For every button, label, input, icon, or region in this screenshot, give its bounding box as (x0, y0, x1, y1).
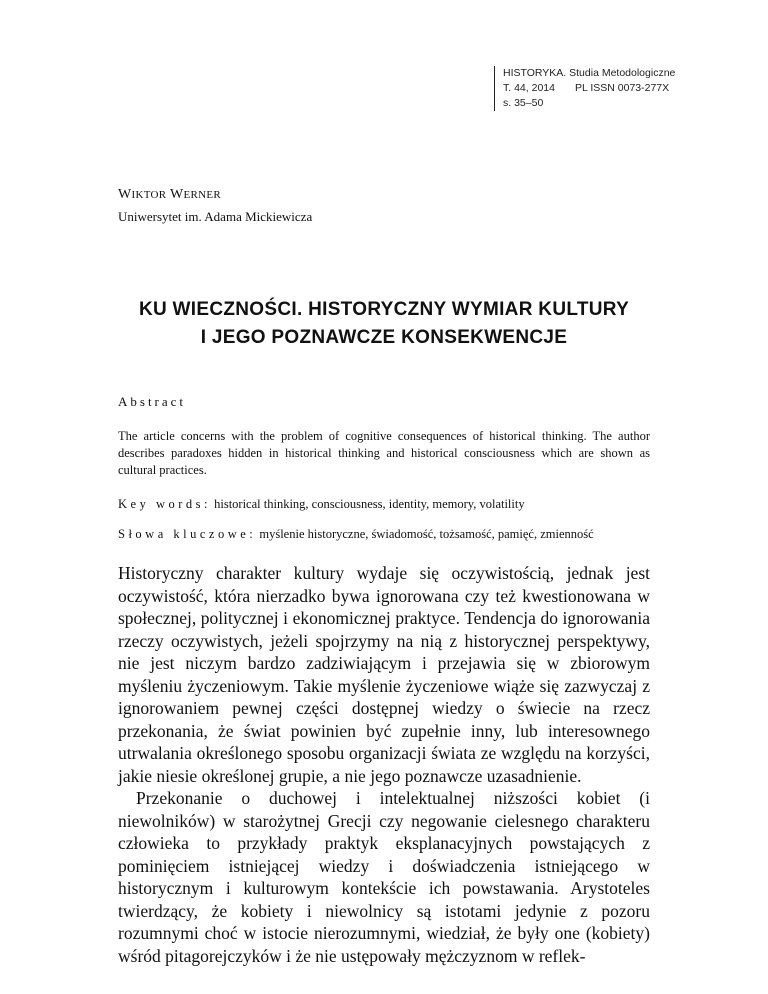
keywords-polish (118, 526, 678, 543)
author-name: WIKTOR WERNER (118, 187, 222, 202)
author-affiliation: Uniwersytet im. Adama Mickiewicza (118, 209, 313, 224)
journal-pages: s. 35–50 (503, 97, 544, 109)
article-title (118, 296, 650, 352)
keywords-polish-label: Słowa kluczowe: (118, 527, 257, 541)
article-body (118, 562, 650, 967)
journal-title: HISTORYKA. Studia Metodologiczne (503, 67, 676, 79)
body-paragraph-1: Historyczny charakter kultury wydaje się oczywistością, jednak jest oczywistość, która nierzadko bywa ignorowana czy też kwestionowana w społecznej, politycznej i ekonomicznej praktyce. Tendencja do ignorowania rzeczy oczywistych, jeżeli spojrzymy na nią z historycznej perspektywy, nie jest niczym bardzo zadziwiającym i przejawia się w zbiorowym myśleniu życzeniowym. Takie myślenie życzeniowe wiąże się zazwyczaj z ignorowaniem pewnej części dostępnej wiedzy o świecie na rzecz przekonania, że świat powinien być zupełnie inny, lub interesownego utrwalania określonego sposobu organizacji świata ze względu na korzyści, jakie niesie określonej grupie, a nie jego poznawcze uzasadnienie. (118, 563, 650, 786)
keywords-english (118, 496, 678, 513)
journal-issn: PL ISSN 0073-277X (574, 82, 670, 94)
keywords-english-text: historical thinking, consciousness, identity, memory, volatility (210, 497, 525, 511)
journal-volume: T. 44, 2014 (503, 82, 555, 94)
title-line-1: KU WIECZNOŚCI. HISTORYCZNY WYMIAR KULTURY (138, 299, 630, 320)
body-paragraph-2: Przekonanie o duchowej i intelektualnej niższości kobiet (i niewolników) w starożytnej Grecji czy negowanie cielesnego charakteru człowieka to przykłady praktyk eksplanacyjnych powstających z pominięciem istniejącej wiedzy i doświadczenia istniejącego w historycznym i kulturowym kontekście ich powstawania. Arystoteles twierdzący, że kobiety i niewolnicy są istotami jedynie z pozoru rozumnymi choć w istocie nierozumnymi, wiedział, że były one (kobiety) wśród pitagorejczyków i że nie ustępowały mężczyznom w reflek- (118, 788, 650, 966)
journal-header (494, 66, 675, 111)
keywords-polish-text: myślenie historyczne, świadomość, tożsamość, pamięć, zmienność (256, 527, 594, 541)
abstract-text: The article concerns with the problem of cognitive consequences of historical thinking. The author describes paradoxes hidden in historical thinking and historical consciousness which are shown as cultural practices. (118, 429, 650, 477)
keywords-english-label: Key words: (118, 497, 211, 511)
journal-volume-row (503, 81, 675, 96)
title-line-2: I JEGO POZNAWCZE KONSEKWENCJE (200, 327, 568, 348)
abstract-heading: Abstract (118, 394, 187, 409)
